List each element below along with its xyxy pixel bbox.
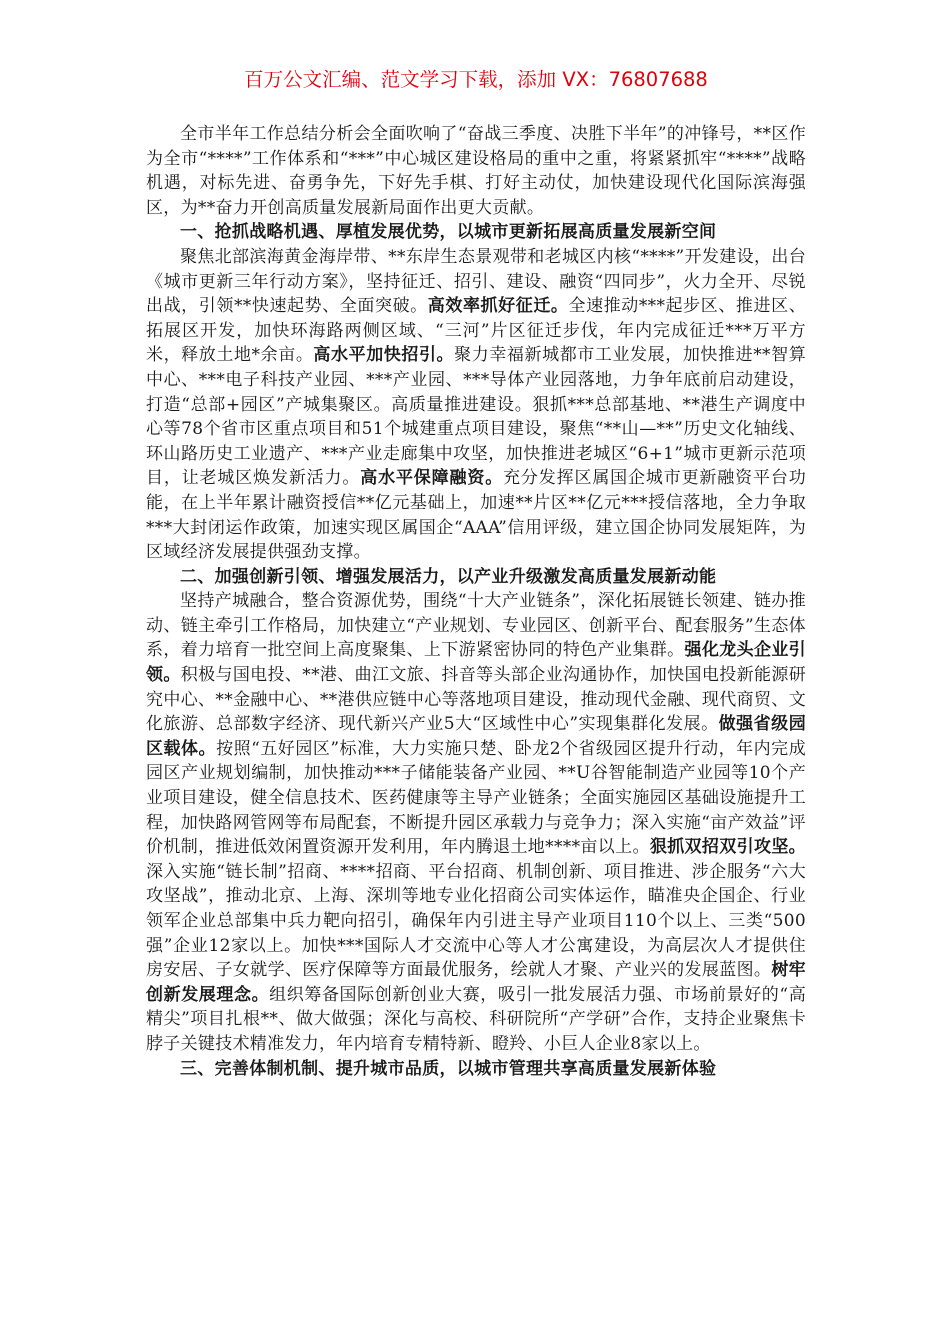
- section-1-bold-1: 高效率抓好征迁。: [427, 296, 569, 317]
- section-1-bold-2: 高水平加快招引。: [313, 345, 455, 366]
- section-2-body: [146, 589, 806, 1056]
- section-1-text-2: 全速推动***起步区、推进区、拓展区开发，加快环海路两侧区域、“三河”片区征迁步伐，年内完成征迁***万平方米，释放土地*余亩。: [146, 296, 806, 366]
- section-1-text-1: 聚焦北部滨海黄金海岸带、**东岸生态景观带和老城区内核“****”开发建设，出台《城市更新三年行动方案》，坚持征迁、招引、建设、融资“四同步”，火力全开、尽锐出战，引领**快速起势、全面突破。: [146, 246, 806, 317]
- section-2-text-4: 深入实施“链长制”招商、****招商、平台招商、机制创新、项目推进、涉企服务“六大攻坚战”，推动北京、上海、深圳等地专业化招商公司实体运作，瞄准央企国企、行业领军企业总部集中兵力靶向招引，确保年内引进主导产业项目110个以上、三类“500强”企业12家以上。加快***国际人才交流中心等人才公寓建设，为高层次人才提供住房安居、子女就学、医疗保障等方面最优服务，绘就人才聚、产业兴的发展蓝图。: [146, 861, 806, 981]
- section-1-body: [146, 245, 806, 565]
- section-2-text-2: 积极与国电投、**港、曲江文旅、抖音等头部企业沟通协作，加快国电投新能源研究中心、**金融中心、**港供应链中心等落地项目建设，推动现代金融、现代商贸、文化旅游、总部数字经济、现代新兴产业5大“区域性中心”实现集群化发展。: [146, 665, 806, 735]
- intro-paragraph: 全市半年工作总结分析会全面吹响了“奋战三季度、决胜下半年”的冲锋号，**区作为全市“****”工作体系和“***”中心城区建设格局的重中之重，将紧紧抓牢“****”战略机遇，对标先进、奋勇争先，下好先手棋、打好主动仗，加快建设现代化国际滨海强区，为**奋力开创高质量发展新局面作出更大贡献。: [146, 124, 806, 218]
- section-1-text-3: 聚力幸福新城都市工业发展，加快推进**智算中心、***电子科技产业园、***产业园、***导体产业园落地，力争年底前启动建设，打造“总部+园区”产城集聚区。高质量推进建设。狠抓***总部基地、**港生产调度中心等78个省市区重点项目和51个城建重点项目建设，聚焦“**山—**”历史文化轴线、环山路历史工业遗产、***产业走廊集中攻坚，加快推进老城区“6+1”城市更新示范项目，让老城区焕发新活力。: [146, 345, 806, 489]
- section-1-bold-3: 高水平保障融资。: [360, 468, 504, 489]
- section-1-text-4: 充分发挥区属国企城市更新融资平台功能，在上半年累计融资授信**亿元基础上，加速**片区**亿元***授信落地，全力争取***大封闭运作政策，加速实现区属国企“AAA”信用评级，建立国企协同发展矩阵，为区域经济发展提供强劲支撑。: [146, 468, 806, 563]
- section-2-text-1: 坚持产城融合，整合资源优势，围绕“十大产业链条”，深化拓展链长领建、链办推动、链主牵引工作格局，加快建立“产业规划、专业园区、创新平台、配套服务”生态体系，着力培育一批空间上高度聚集、上下游紧密协同的特色产业集群。: [146, 591, 806, 661]
- section-2-bold-1: 强化龙头企业引领。: [146, 640, 806, 686]
- section-2-text-5: 组织筹备国际创新创业大赛，吸引一批发展活力强、市场前景好的“高精尖”项目扎根**、做大做强；深化与高校、科研院所“产学研”合作，支持企业聚焦卡脖子关键技术精准发力，年内培育专精特新、瞪羚、小巨人企业8家以上。: [146, 984, 806, 1054]
- section-1-heading: 一、抢抓战略机遇、厚植发展优势，以城市更新拓展高质量发展新空间: [180, 222, 717, 243]
- section-3-heading: 三、完善体制机制、提升城市品质，以城市管理共享高质量发展新体验: [180, 1058, 717, 1079]
- section-2-heading: 二、加强创新引领、增强发展活力，以产业升级激发高质量发展新动能: [180, 566, 717, 587]
- banner-text: 百万公文汇编、范文学习下载，添加 VX：76807688: [244, 68, 708, 91]
- section-2-bold-3: 狠抓双招双引攻坚。: [649, 837, 806, 858]
- section-2-bold-4: 树牢创新发展理念。: [146, 960, 806, 1005]
- section-2-bold-2: 做强省级园区载体。: [146, 714, 806, 759]
- section-2-text-3: 按照“五好园区”标准，大力实施只楚、卧龙2个省级园区提升行动，年内完成园区产业规划编制，加快推动***子储能装备产业园、**U谷智能制造产业园等10个产业项目建设，健全信息技术、医药健康等主导产业链条；全面实施园区基础设施提升工程，加快路网管网等布局配套，不断提升园区承载力与竞争力；深入实施“亩产效益”评价机制，推进低效闲置资源开发利用，年内腾退土地****亩以上。: [146, 738, 807, 858]
